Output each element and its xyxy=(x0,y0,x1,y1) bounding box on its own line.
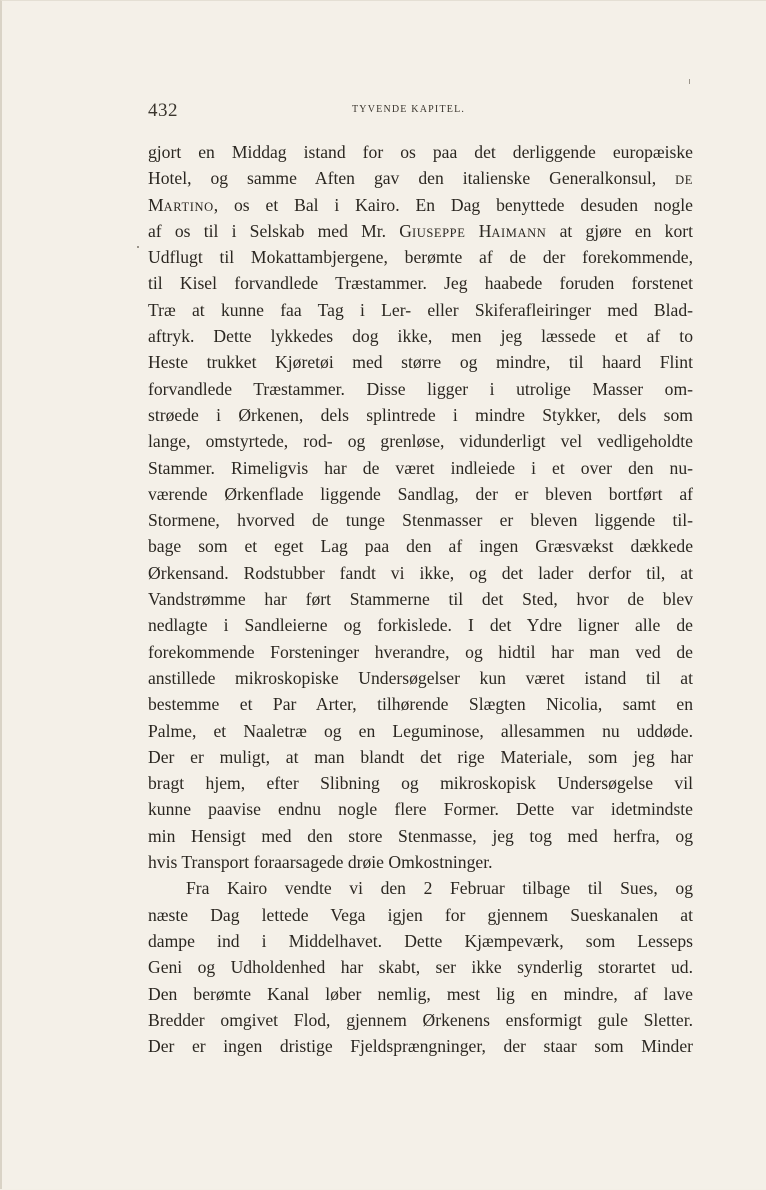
text-line: Udflugt til Mokattambjergene, berømte af de der forekommende, xyxy=(148,247,693,268)
text-line: Geni og Udholdenhed har skabt, ser ikke synderlig storartet ud. xyxy=(148,957,693,978)
text-line: Hotel, og samme Aften gav den italienske Generalkonsul, DE xyxy=(148,168,693,189)
paper-speck xyxy=(689,79,690,84)
text-line: Fra Kairo vendte vi den 2 Februar tilbage til Sues, og xyxy=(186,878,693,899)
text-line: strøede i Ørkenen, dels splintrede i mindre Stykker, dels som xyxy=(148,404,693,425)
text-line: min Hensigt med den store Stenmasse, jeg tog med herfra, og xyxy=(148,825,693,846)
paper-speck xyxy=(137,246,139,248)
text-line: anstillede mikroskopiske Undersøgelser kun været istand til at xyxy=(148,667,693,688)
text-line: Bredder omgivet Flod, gjennem Ørkenens ensformigt gule Sletter. xyxy=(148,1009,693,1030)
text-line: dampe ind i Middelhavet. Dette Kjæmpeværk, som Lesseps xyxy=(148,930,693,951)
body-text xyxy=(148,139,693,1059)
text-line: Stammer. Rimeligvis har de været indleiede i et over den nu- xyxy=(148,457,693,478)
text-line: MARTINO, os et Bal i Kairo. En Dag benyttede desuden nogle xyxy=(148,194,693,215)
text-line: lange, omstyrtede, rod- og grenløse, vidunderligt vel vedligeholdte xyxy=(148,431,693,452)
running-head: TYVENDE KAPITEL. xyxy=(352,104,466,115)
text-line: næste Dag lettede Vega igjen for gjennem Sueskanalen at xyxy=(148,904,693,925)
text-line: til Kisel forvandlede Træstammer. Jeg haabede foruden forstenet xyxy=(148,273,693,294)
text-line: forekommende Forsteninger hverandre, og hidtil har man ved de xyxy=(148,641,693,662)
text-line: hvis Transport foraarsagede drøie Omkostninger. xyxy=(148,852,493,873)
text-line: gjort en Middag istand for os paa det derliggende europæiske xyxy=(148,142,693,162)
text-line: forvandlede Træstammer. Disse ligger i utrolige Masser om- xyxy=(148,378,693,399)
text-line: Der er muligt, at man blandt det rige Materiale, som jeg har xyxy=(148,746,693,767)
text-line: Palme, et Naaletræ og en Leguminose, allesammen nu uddøde. xyxy=(148,720,693,741)
text-line: aftryk. Dette lykkedes dog ikke, men jeg læssede et af to xyxy=(148,326,693,347)
text-line: Der er ingen dristige Fjeldsprængninger, der staar som Minder xyxy=(148,1036,693,1057)
page-header xyxy=(148,98,693,128)
text-line: Ørkensand. Rodstubber fandt vi ikke, og det lader derfor til, at xyxy=(148,562,693,583)
text-line: nedlagte i Sandleierne og forkislede. I det Ydre ligner alle de xyxy=(148,615,693,636)
small-caps-name: ARTINO xyxy=(163,199,214,214)
small-caps-name: DE xyxy=(675,173,693,188)
text-line: Den berømte Kanal løber nemlig, mest lig en mindre, af lave xyxy=(148,983,693,1004)
text-line: værende Ørkenflade liggende Sandlag, der er bleven bortført af xyxy=(148,483,693,504)
text-line: kunne paavise endnu nogle flere Former. Dette var idetmindste xyxy=(148,799,693,820)
small-caps-name: IUSEPPE xyxy=(411,225,466,240)
text-line: Træ at kunne faa Tag i Ler- eller Skiferafleiringer med Blad- xyxy=(148,299,693,320)
text-line: bage som et eget Lag paa den af ingen Græsvækst dækkede xyxy=(148,536,693,557)
text-line: af os til i Selskab med Mr. GIUSEPPE HAIMANN at gjøre en kort xyxy=(148,220,694,241)
page-number: 432 xyxy=(148,100,178,121)
text-line: bragt hjem, efter Slibning og mikroskopisk Undersøgelse vil xyxy=(148,773,693,794)
text-line: bestemme et Par Arter, tilhørende Slægten Nicolia, samt en xyxy=(148,694,693,715)
text-line: Heste trukket Kjøretøi med større og mindre, til haard Flint xyxy=(148,352,693,373)
small-caps-name: AIMANN xyxy=(491,225,547,240)
text-line: Vandstrømme har ført Stammerne til det Sted, hvor de blev xyxy=(148,589,693,610)
text-line: Stormene, hvorved de tunge Stenmasser er bleven liggende til- xyxy=(148,510,693,531)
